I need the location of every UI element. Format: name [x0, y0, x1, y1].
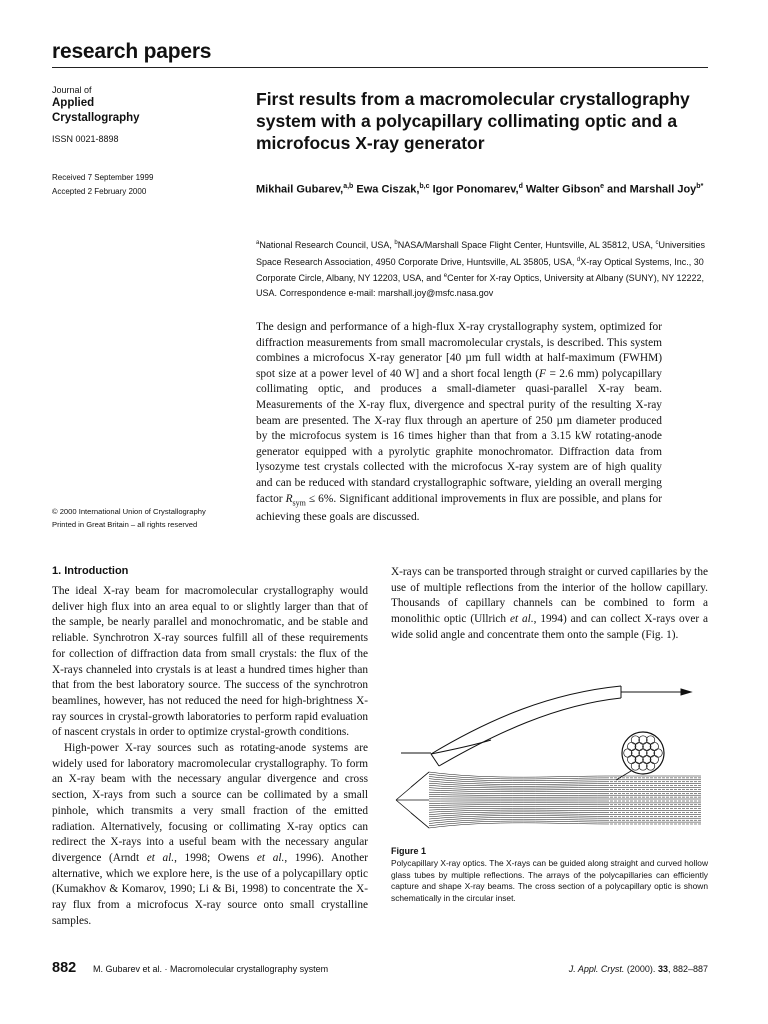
paragraph-text: , 1998; Owens	[174, 851, 257, 864]
journal-name-line1: Applied	[52, 97, 95, 109]
affiliation-mark: c	[655, 240, 659, 246]
journal-issn: ISSN 0021-8898	[52, 134, 119, 144]
affiliation-text: NASA/Marshall Space Flight Center, Huntsville, AL 35812, USA,	[397, 240, 656, 250]
author-name: Walter Gibson	[525, 183, 601, 196]
intro-paragraph-2	[52, 741, 368, 929]
journal-block	[52, 84, 242, 145]
author-list	[256, 179, 711, 198]
copyright-notice	[52, 505, 252, 531]
copyright-line: © 2000 International Union of Crystallography	[52, 507, 206, 516]
affiliations	[256, 236, 706, 300]
author-name: Ewa Ciszak,	[356, 183, 420, 196]
citation-volume: 33	[657, 964, 668, 974]
author-affiliation-mark: e	[600, 183, 604, 190]
author-name: Igor Ponomarev,	[432, 183, 519, 196]
polycapillary-optic-figure	[391, 668, 708, 838]
affiliation-mark: e	[443, 273, 448, 279]
abstract-symbol: R	[285, 492, 293, 505]
citation-etal: et al.	[146, 851, 175, 864]
abstract	[256, 320, 662, 526]
figure-label: Figure 1	[391, 846, 427, 856]
abstract-text: ≤ 6%. Significant additional improvements in flux are possible, and plans for achieving these goals are discussed.	[256, 492, 663, 524]
citation-etal: et al.	[509, 613, 534, 626]
parallel-output-beams	[606, 776, 701, 824]
author-affiliation-mark: b,c	[419, 183, 430, 190]
header-rule	[52, 67, 708, 68]
intro-paragraph-1: The ideal X-ray beam for macromolecular crystallography would deliver high flux into an area equal to or slightly larger than that of the sample, be nearly parallel and monochromatic, and be stable and reliable. Synchrotron X-ray sources fulfill all of these requirements for collection of diffraction data from small crystals: the flux of the X-rays channeled into crystals is at least a hundred times higher than that from the best laboratory source. The success of the synchrotron beamlines, however, has not reduced the need for high-brightness X-ray sources in crystal-growth laboratories to perform rapid evaluation of nascent crystals in order to optimize crystal-growth conditions.	[52, 585, 368, 739]
author-name: and Marshall Joy	[607, 183, 697, 196]
section-label: research papers	[52, 40, 212, 63]
abstract-text: = 2.6 mm) polycapillary collimating optic, and produces a small-diameter quasi-parallel X-ray beam. Measurements of the X-ray flux, divergence and spectral purity of the resulting X-ray beam are presented. The X-ray flux through an aperture of 250 µm diameter produced by the microfocus system is 16 times higher than that from a 3.15 kW rotating-anode generator equipped with a pyrolytic graphite monochromator. Diffraction data from lysozyme test crystals collected with the microfocus X-ray system are of high quality and can be reduced with standard crystallographic software, yielding an overall merging factor	[256, 367, 662, 505]
paragraph-text: , 1996). Another alternative, which we explore here, is the use of a polycapillary optic (Kumakhov & Komarov, 1990; Li & Bi, 1998) to concentrate the X-ray flux from a microfocus X-ray source onto small crystalline samples.	[52, 851, 368, 927]
paragraph-text: High-power X-ray sources such as rotating-anode systems are widely used for laboratory macromolecular crystallography. To form an X-ray beam with the necessary angular divergence and cross section, X-rays from such a source can be collimated by a small pinhole, which transmits a very small fraction of the emitted radiation. Alternatively, focusing or collimating X-ray optics can redirect the X-rays into a useful beam with the necessary angular divergence (Arndt	[52, 742, 368, 864]
journal-name-line2: Crystallography	[52, 112, 140, 124]
received-date: Received 7 September 1999	[52, 173, 154, 182]
article-dates	[52, 171, 153, 199]
journal-citation	[480, 964, 708, 974]
paragraph-text: , 1994) and can collect X-rays over a wide solid angle and concentrate them onto the sample (Fig. 1).	[391, 613, 709, 641]
affiliation-text: X-ray Optical Systems, Inc., 30 Corporate Circle, Albany, NY 12203, USA, and	[256, 256, 704, 283]
paragraph-text: X-rays can be transported through straight or curved capillaries by the use of multiple reflections from the interior of the hollow capillary. Thousands of capillary channels can be combined to form a monolithic optic (Ullrich	[391, 566, 708, 626]
article-title: First results from a macromolecular crystallography system with a polycapillary collimating optic and a microfocus X-ray generator	[256, 89, 690, 153]
citation-etal: et al.	[256, 851, 285, 864]
affiliation-mark: b	[394, 240, 398, 246]
section-heading: 1. Introduction	[52, 565, 129, 577]
figure-caption: Polycapillary X-ray optics. The X-rays can be guided along straight and curved hollow glass tubes by multiple reflections. The arrays of the polycapillaries can efficiently capture and shape X-ray beams. The cross section of a polycapillary optic is shown schematically in the circular inset.	[391, 858, 708, 903]
abstract-symbol: F	[539, 367, 547, 380]
author-name: Mikhail Gubarev,	[256, 183, 344, 196]
affiliation-mark: d	[576, 256, 581, 263]
abstract-text: The design and performance of a high-flux X-ray crystallography system, optimized for diffraction measurements from small macromolecular crystals, is described. This system combines a microfocus X-ray generator [40 µm full width at half-maximum (FWHM) spot size at a power level of 40 W] and a short focal length (	[256, 321, 662, 380]
source-rays	[396, 772, 429, 828]
journal-prefix: Journal of	[52, 85, 92, 95]
polycapillary-fan	[429, 772, 606, 828]
intro-right-column	[391, 565, 708, 644]
copyright-line: Printed in Great Britain – all rights reserved	[52, 520, 198, 529]
citation-year: (2000).	[626, 964, 656, 974]
author-affiliation-mark: a,b	[343, 183, 354, 190]
cross-section-inset	[616, 732, 664, 780]
page-number: 882	[52, 960, 77, 976]
affiliation-text: National Research Council, USA,	[259, 240, 395, 250]
author-affiliation-mark: d	[518, 183, 523, 190]
affiliation-mark: a	[256, 240, 260, 246]
affiliation-text: Center for X-ray Optics, University at Albany (SUNY), NY 12222, USA. Correspondence e-mail: marshall.joy@msfc.nasa.gov	[256, 273, 705, 298]
affiliation-text: Universities Space Research Association, 4950 Corporate Drive, Huntsville, AL 35805, USA,	[256, 240, 706, 267]
intro-left-column	[52, 584, 368, 929]
author-affiliation-mark: b*	[696, 183, 704, 190]
abstract-subscript: sym	[292, 497, 306, 507]
journal-abbrev: J. Appl. Cryst.	[568, 964, 625, 974]
running-head: M. Gubarev et al. · Macromolecular crystallography system	[93, 964, 329, 974]
accepted-date: Accepted 2 February 2000	[52, 187, 147, 196]
citation-pages: , 882–887	[667, 964, 708, 974]
